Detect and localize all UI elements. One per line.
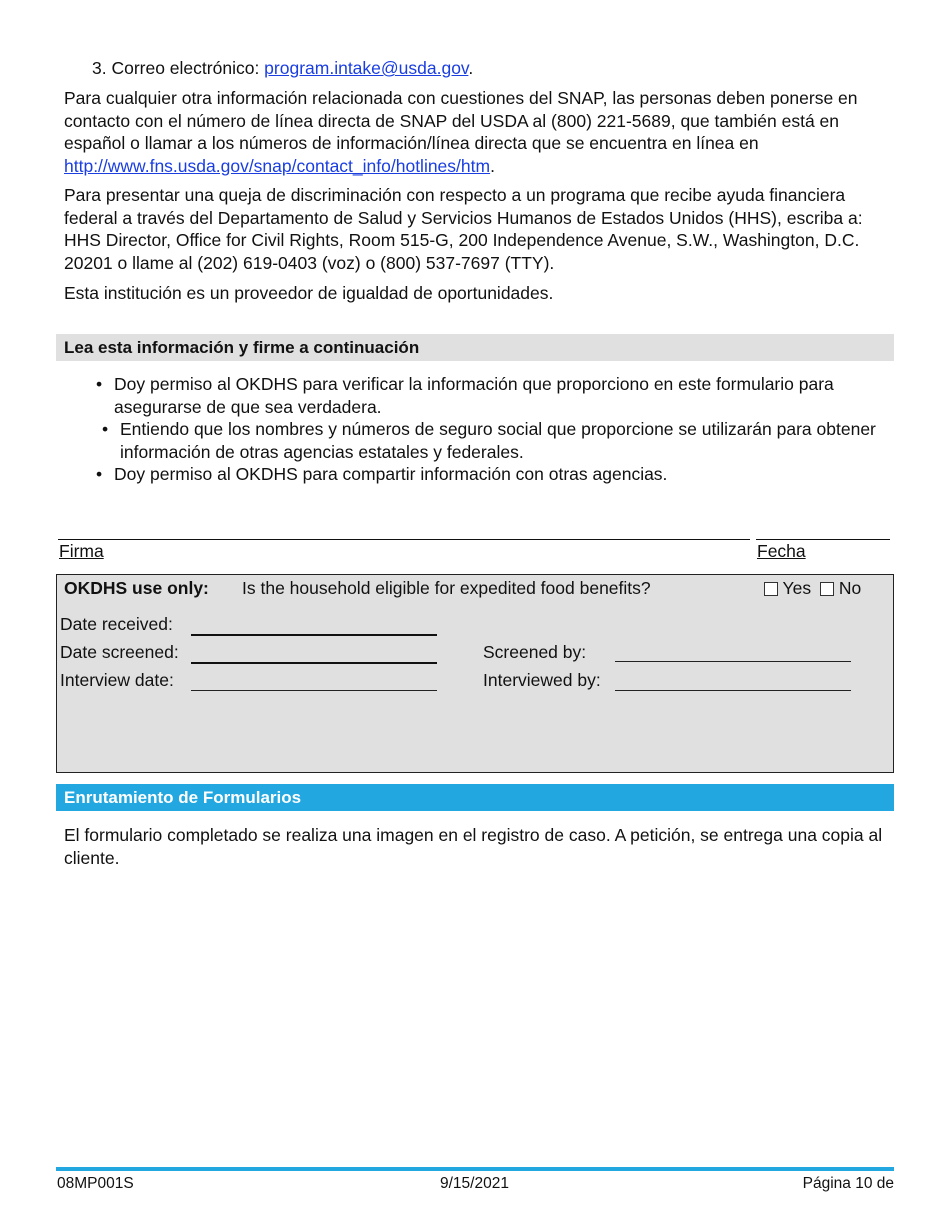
- signature-label: Firma: [59, 541, 104, 561]
- consent-bullet-verify: • Doy permiso al OKDHS para verificar la información que proporciono en este formulario para asegurarse de que sea verdadera.: [96, 373, 896, 418]
- yes-label: Yes: [782, 578, 812, 598]
- page-number: Página 10 de: [802, 1175, 894, 1192]
- consent-bullet-ssn: • Entiendo que los nombres y números de seguro social que proporcione se utilizarán para obtener información de otras agencias estatales y federales.: [102, 418, 896, 463]
- yes-checkbox[interactable]: [764, 582, 778, 596]
- date-screened-label: Date screened:: [60, 642, 179, 662]
- form-number: 08MP001S: [57, 1175, 134, 1192]
- interviewed-by-field[interactable]: [615, 690, 851, 691]
- footer-rule: [56, 1167, 894, 1171]
- date-screened-field[interactable]: [191, 662, 437, 664]
- no-label: No: [838, 578, 862, 598]
- revision-date: 9/15/2021: [440, 1175, 509, 1192]
- sign-section-header: Lea esta información y firme a continuación: [56, 334, 894, 361]
- consent-bullet-list: [96, 373, 896, 486]
- okdhs-use-only-box: [56, 574, 894, 773]
- contact-email-item: [92, 57, 473, 79]
- equal-opportunity-statement: Esta institución es un proveedor de igualdad de oportunidades.: [64, 283, 554, 303]
- email-link[interactable]: program.intake@usda.gov: [264, 58, 469, 78]
- hhs-complaint-paragraph: Para presentar una queja de discriminación con respecto a un programa que recibe ayuda financiera federal a través del Departamento de Salud y Servicios Humanos de Estados Unidos (HHS), escriba a: HHS Director, Office for Civil Rights, Room 515-G, 200 Independence Avenue, S.W., Washington, D.C. 20201 o llame al (202) 619-0403 (voz) o (800) 537-7697 (TTY).: [64, 185, 863, 273]
- contact-email-suffix: .: [468, 58, 474, 78]
- screened-by-label: Screened by:: [483, 642, 587, 662]
- routing-section-header: Enrutamiento de Formularios: [56, 784, 894, 811]
- snap-info-text: Para cualquier otra información relacionada con cuestiones del SNAP, las personas deben ponerse en contacto con el número de línea directa de SNAP del USDA al (800) 221-5689, que también está en español o llamar a los números de información/línea directa que se encuentra en línea en: [64, 88, 858, 153]
- okdhs-box-title: OKDHS use only:: [64, 578, 209, 598]
- consent-bullet-share: • Doy permiso al OKDHS para compartir información con otras agencias.: [96, 463, 896, 486]
- date-line[interactable]: [756, 539, 890, 540]
- snap-info-end: .: [490, 155, 495, 176]
- date-received-field[interactable]: [191, 634, 437, 636]
- interview-date-label: Interview date:: [60, 670, 174, 690]
- screened-by-field[interactable]: [615, 661, 851, 662]
- no-checkbox[interactable]: [820, 582, 834, 596]
- hotlines-link[interactable]: http://www.fns.usda.gov/snap/contact_info/hotlines/htm: [64, 155, 491, 176]
- contact-email-prefix: 3. Correo electrónico:: [92, 58, 265, 78]
- date-label: Fecha: [757, 541, 806, 561]
- expedited-checkboxes: [764, 577, 861, 599]
- interview-date-field[interactable]: [191, 690, 437, 691]
- snap-info-paragraph: [64, 87, 894, 177]
- date-received-label: Date received:: [60, 614, 173, 634]
- interviewed-by-label: Interviewed by:: [483, 670, 601, 690]
- expedited-question: Is the household eligible for expedited food benefits?: [242, 578, 651, 598]
- signature-line[interactable]: [58, 539, 750, 540]
- routing-text: El formulario completado se realiza una imagen en el registro de caso. A petición, se entrega una copia al cliente.: [64, 825, 883, 868]
